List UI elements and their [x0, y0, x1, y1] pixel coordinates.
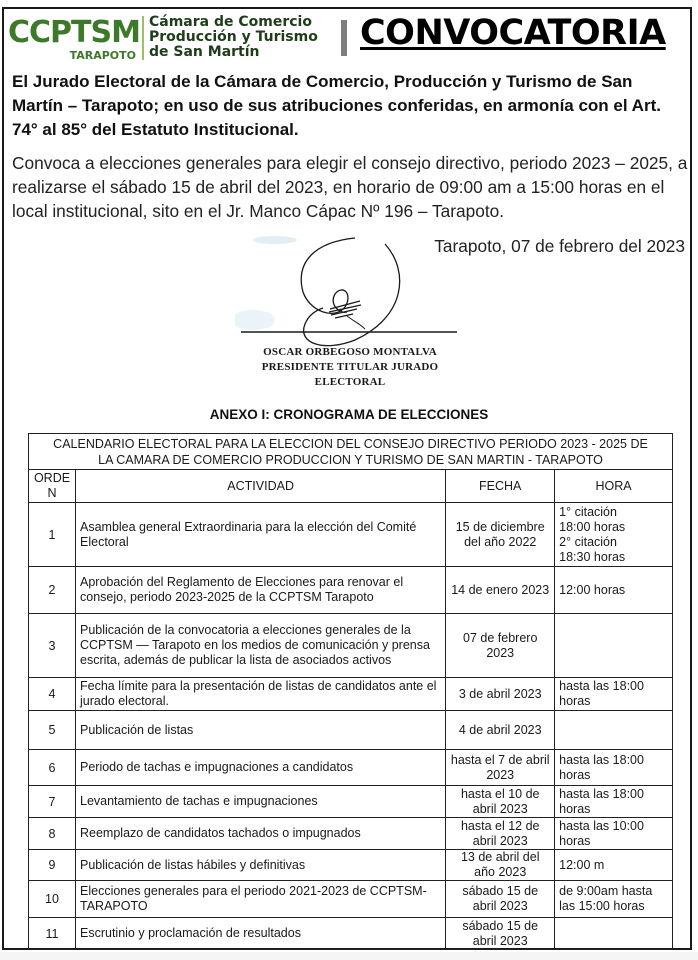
table-title-line: LA CAMARA DE COMERCIO PRODUCCION Y TURISMO DE SAN MARTIN - TARAPOTO: [98, 452, 603, 467]
table-title: [29, 434, 673, 470]
cell-actividad: Levantamiento de tachas e impugnaciones: [76, 786, 446, 818]
cell-actividad: Periodo de tachas e impugnaciones a candidatos: [76, 750, 446, 786]
cell-fecha: 3 de abril 2023: [446, 678, 555, 711]
date-line: Tarapoto, 07 de febrero del 2023: [434, 236, 685, 256]
hora-line: 18:00 horas: [559, 519, 626, 534]
hora-line: horas: [559, 694, 591, 708]
table-row: [29, 881, 673, 918]
cell-hora: [555, 503, 673, 567]
cell-orden: 3: [29, 614, 76, 678]
page-title: CONVOCATORIA: [360, 13, 666, 53]
table-title-row: [29, 434, 673, 470]
cell-orden: 11: [29, 918, 76, 950]
hora-line: hasta las 18:00: [559, 786, 644, 801]
column-header-fecha: FECHA: [446, 470, 555, 503]
annex-title: ANEXO I: CRONOGRAMA DE ELECCIONES: [209, 407, 489, 422]
cell-orden: 8: [29, 818, 76, 850]
logo-wordmark: CCPTSM: [8, 15, 140, 50]
table-row: [29, 614, 673, 678]
cell-orden: 6: [29, 750, 76, 786]
table-row: [29, 567, 673, 614]
hora-line: de 9:00am hasta: [559, 884, 653, 898]
cell-hora: [555, 567, 673, 614]
hora-line: horas: [559, 801, 591, 816]
cell-orden: 2: [29, 567, 76, 614]
cell-actividad: Fecha límite para la presentación de listas de candidatos ante el jurado electoral.: [76, 678, 446, 711]
cell-hora: [555, 881, 673, 918]
table-row: [29, 503, 673, 567]
table-row: [29, 850, 673, 881]
cell-fecha: hasta el 12 de abril 2023: [446, 818, 555, 850]
cell-hora: [555, 918, 673, 950]
cell-orden: 9: [29, 850, 76, 881]
column-header-actividad: ACTIVIDAD: [76, 470, 446, 503]
signatory-name: OSCAR ORBEGOSO MONTALVA: [263, 346, 437, 358]
table-row: [29, 750, 673, 786]
column-header-hora: HORA: [555, 470, 673, 503]
cell-actividad: Publicación de listas: [76, 711, 446, 750]
column-header-row: [29, 470, 673, 503]
ccptsm-logo: [8, 14, 140, 62]
table-row: [29, 918, 673, 950]
cell-actividad: Reemplazo de candidatos tachados o impugnados: [76, 818, 446, 850]
hora-line: hasta las 10:00: [559, 818, 644, 833]
cell-hora: [555, 678, 673, 711]
hora-line: las 15:00 horas: [559, 899, 645, 913]
column-header-label: ORDEN: [33, 471, 71, 500]
cell-actividad: Publicación de listas hábiles y definitivas: [76, 850, 446, 881]
org-name-line: Producción y Turismo: [149, 29, 318, 45]
intro-paragraph: El Jurado Electoral de la Cámara de Comercio, Producción y Turismo de San Martín – Tarapoto; en uso de sus atribuciones conferidas, en armonía con el Art. 74° al 85° del Estatuto Institucional.: [12, 72, 661, 139]
cell-hora: [555, 818, 673, 850]
cell-orden: 10: [29, 881, 76, 918]
cell-orden: 4: [29, 678, 76, 711]
cell-fecha: sábado 15 de abril 2023: [446, 918, 555, 950]
page-bottom-margin: [0, 952, 698, 960]
cell-hora: [555, 614, 673, 678]
election-schedule-table: [28, 433, 673, 950]
cell-fecha: sábado 15 de abril 2023: [446, 881, 555, 918]
signatory-role: PRESIDENTE TITULAR JURADO: [261, 361, 439, 373]
signatory-role: ELECTORAL: [314, 376, 386, 388]
cell-fecha: 14 de enero 2023: [446, 567, 555, 614]
cell-fecha: hasta el 10 de abril 2023: [446, 786, 555, 818]
cell-fecha: 07 de febrero 2023: [446, 614, 555, 678]
cell-orden: 1: [29, 503, 76, 567]
organization-name: [149, 15, 318, 60]
hora-line: horas: [559, 833, 591, 848]
table-title-line: CALENDARIO ELECTORAL PARA LA ELECCION DEL CONSEJO DIRECTIVO PERIODO 2023 - 2025 DE: [53, 436, 648, 451]
cell-fecha: 15 de diciembre del año 2022: [446, 503, 555, 567]
table-row: [29, 818, 673, 850]
hora-line: 12:00 horas: [559, 582, 626, 597]
org-name-line: Cámara de Comercio: [149, 14, 312, 30]
cell-actividad: Publicación de la convocatoria a elecciones generales de la CCPTSM — Tarapoto en los medios de comunicación y prensa escrita, además de publicar la lista de asociados activos: [76, 614, 446, 678]
hora-line: 12:00 m: [559, 857, 605, 872]
cell-fecha: hasta el 7 de abril 2023: [446, 750, 555, 786]
cell-actividad: Asamblea general Extraordinaria para la elección del Comité Electoral: [76, 503, 446, 567]
table-row: [29, 711, 673, 750]
hora-line: horas: [559, 767, 591, 782]
logo-divider: [142, 16, 144, 60]
cell-orden: 5: [29, 711, 76, 750]
convocation-paragraph: Convoca a elecciones generales para elegir el consejo directivo, periodo 2023 – 2025, a realizarse el sábado 15 de abril del 2023, en horario de 09:00 am a 15:00 horas en el local institucional, sito en el Jr. Manco Cápac Nº 196 – Tarapoto.: [12, 153, 688, 221]
table-row: [29, 786, 673, 818]
logo-subtitle: TARAPOTO: [69, 49, 136, 62]
cell-orden: 7: [29, 786, 76, 818]
cell-fecha: 13 de abril del año 2023: [446, 850, 555, 881]
column-header-orden: [29, 470, 76, 503]
table-row: [29, 678, 673, 711]
hora-line: 18:30 horas: [559, 549, 626, 564]
signatory-block: [240, 345, 460, 390]
cell-actividad: Aprobación del Reglamento de Elecciones para renovar el consejo, periodo 2023-2025 de la CCPTSM Tarapoto: [76, 567, 446, 614]
hora-line: 2° citación: [559, 534, 617, 549]
cell-actividad: Elecciones generales para el periodo 2021-2023 de CCPTSM-TARAPOTO: [76, 881, 446, 918]
cell-hora: [555, 711, 673, 750]
hora-line: hasta las 18:00: [559, 752, 644, 767]
cell-hora: [555, 750, 673, 786]
hora-line: 1° citación: [559, 504, 617, 519]
cell-hora: [555, 786, 673, 818]
cell-hora: [555, 850, 673, 881]
org-name-line: de San Martín: [149, 44, 260, 60]
table-body: [29, 503, 673, 950]
signature-icon: [235, 232, 465, 352]
cell-actividad: Escrutinio y proclamación de resultados: [76, 918, 446, 950]
title-accent-bar: [341, 20, 347, 56]
hora-line: hasta las 18:00: [559, 679, 644, 693]
cell-fecha: 4 de abril 2023: [446, 711, 555, 750]
